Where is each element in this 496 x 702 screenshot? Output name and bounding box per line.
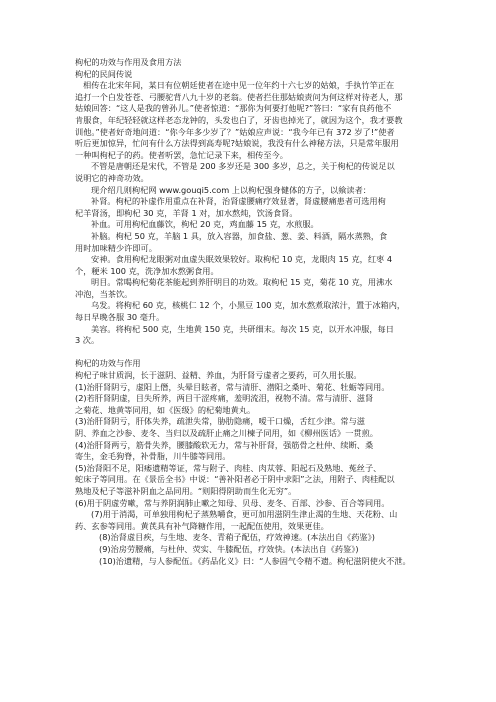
paragraph-line: 相传在北宋年间，某日有位朝廷使者在途中见一位年约十六七岁的姑娘，手执竹竿正在 (83, 80, 395, 91)
paragraph-line: 训他。”使者好奇地问道：“你今年多少岁了？”姑娘应声说：“我今年已有 372 岁了!”使者 (75, 126, 395, 137)
paragraph-line: 安神。食用枸杞龙眼粥对血虚失眠效果较好。取枸杞 10 克，龙眼肉 15 克，红枣 4 (91, 254, 393, 265)
paragraph-line: 肯服食，年纪轻轻就这样老态龙钟的，头发也白了，牙齿也掉光了，就因为这个，我才要教 (75, 114, 403, 125)
paragraph-line: 乌发。将枸杞 60 克，核桃仁 12 个，小黑豆 100 克，加水熬煮取浓汁，置于冰箱内， (91, 300, 406, 311)
paragraph-line: 每日早晚各服 30 毫升。 (75, 312, 165, 323)
paragraph-line: (4)治肝肾两亏，筋骨失养，腰膝酸软无力，常与补肝肾，强筋骨之杜仲、续断、桑 (75, 439, 374, 450)
paragraph-line: (10)治遗精，与人参配伍。《药品化义》曰：“人参固气令精不遗。枸杞滋阴使火不泄。 (99, 555, 411, 566)
paragraph-line: (7)用于消渴，可单独用枸杞子蒸熟嚼食，更可加用滋阴生津止渴的生地、天花粉、山 (91, 509, 398, 520)
paragraph-line: 补肾。枸杞的补虚作用重点在补肾，治肾虚腰痛疗效显著，肾虚腰痛患者可选用枸 (91, 196, 386, 207)
paragraph-line: 杞羊肾汤，即枸杞 30 克，羊肾 1 对，加水熬炖，饮汤食肾。 (75, 207, 298, 218)
paragraph-line: (8)治肾虚目疾，与生地、麦冬、青葙子配伍，疗效神速。(本法出自《药鉴》) (99, 532, 375, 543)
doc-title: 枸杞的功效与作用及食用方法 (75, 57, 182, 67)
paragraph-line: 追打一个白发苍苍、弓腰驼背八九十岁的老翁。使者拦住那姑娘责问为何这样对待老人，那 (75, 91, 403, 102)
paragraph-line: 药、玄参等同用。黄芪具有补气降糖作用，一起配伍使用，效果更佳。 (75, 520, 329, 531)
paragraph-line: (3)治肝肾阴亏，肝体失养，疏泄失常，胁肋隐痛，嗳干口燥，舌红少津。常与滋 (75, 416, 365, 427)
paragraph-line: 明目。常喝枸杞菊花茶能起到养肝明目的功效。取枸杞 15 克，菊花 10 克，用沸水 (91, 277, 393, 288)
paragraph-line: 补血。可用枸杞血藤饮，枸杞 20 克，鸡血藤 15 克，水煎服。 (91, 219, 319, 230)
paragraph-line: (6)用于阴虚劳嗽，常与养阴润肺止嗽之知母、贝母、麦冬、百部、沙参、百合等同用。 (75, 497, 390, 508)
paragraph-line: 美容。将枸杞 500 克，生地黄 150 克，共研细末。每次 15 克，以开水冲服，每日 (91, 323, 394, 334)
section-heading-efficacy: 枸杞的功效与作用 (75, 358, 141, 369)
paragraph-line: (2)若肝肾阴虚，目失所养，两目干涩疼痛，羞明流泪，视物不清。常与清肝、滋肾 (75, 393, 374, 404)
paragraph-line: 蛇床子等同用。在《景岳全书》中说：“善补阳者必于阴中求阳”之法，用附子、肉桂配以 (75, 474, 395, 485)
paragraph-line: 一种叫枸杞子的药。使者听罢，急忙记录下来，相传至今。 (75, 149, 288, 160)
paragraph-line: 之菊花、地黄等同用，如《医级》的杞菊地黄丸。 (75, 404, 256, 415)
paragraph-line: 不管是唐朝还是宋代，不管是 200 多岁还是 300 多岁，总之，关于枸杞的传说足以 (91, 161, 395, 172)
paragraph-line: (9)治房劳腰痛，与杜仲、荧实、牛膝配伍，疗效快。(本法出自《药鉴》) (99, 543, 359, 554)
paragraph-line: 阴、养血之沙参、麦冬、当归以及疏肝止痛之川楝子同用，如《柳州医话》一贯煎。 (75, 428, 378, 438)
paragraph-line: 3 次。 (75, 335, 100, 346)
paragraph-line: 个，粳米 100 克，洗净加水熬粥食用。 (75, 265, 219, 276)
section-heading-legend: 枸杞的民间传说 (75, 68, 133, 79)
paragraph-line: 寄生，金毛狗脊，补骨脂，川牛膝等同用。 (75, 451, 231, 462)
paragraph-line: 姑娘回答：“这人是我的曾孙儿。”使者惊道：“那你为何要打他呢?”答曰：“家有良药他不 (75, 103, 392, 114)
paragraph-line: 熟地及杞子等滋补阴血之品同用。“则阳得阴助而生化无穷”。 (75, 485, 297, 496)
paragraph-line: (5)治肾阳不足，阳痿遗精等证，常与附子、肉桂、肉苁蓉、阳起石及熟地、菟丝子、 (75, 462, 382, 473)
paragraph-line: (1)治肝肾阴亏，虚阳上僭，头晕目眩者，常与清肝、潜阳之桑叶、菊花、牡蛎等同用。 (75, 381, 390, 392)
paragraph-line: 用时加味精少许即可。 (75, 242, 157, 253)
paragraph-line: 现介绍几则枸杞网 www.gouqi5.com 上以枸杞强身健体的方子，以飨读者： (91, 184, 371, 195)
paragraph-line: 冲泡，当茶饮。 (75, 288, 133, 299)
paragraph-line: 补脑。枸杞 50 克，羊脑 1 具，放入容器，加食盐、葱、姜、料酒，隔水蒸熟，食 (91, 230, 388, 241)
paragraph-line: 说明它的神奇功效。 (75, 172, 149, 183)
paragraph-line: 枸杞子味甘质润，长于滋阴、益精、养血，为肝肾亏虚者之要药，可久用长服。 (75, 370, 362, 381)
blank-line (75, 347, 450, 359)
paragraph-line: 听后更加惊异，忙问有什么方法得到高寿呢?姑娘说，我没有什么神秘方法，只是常年服用 (75, 138, 399, 149)
